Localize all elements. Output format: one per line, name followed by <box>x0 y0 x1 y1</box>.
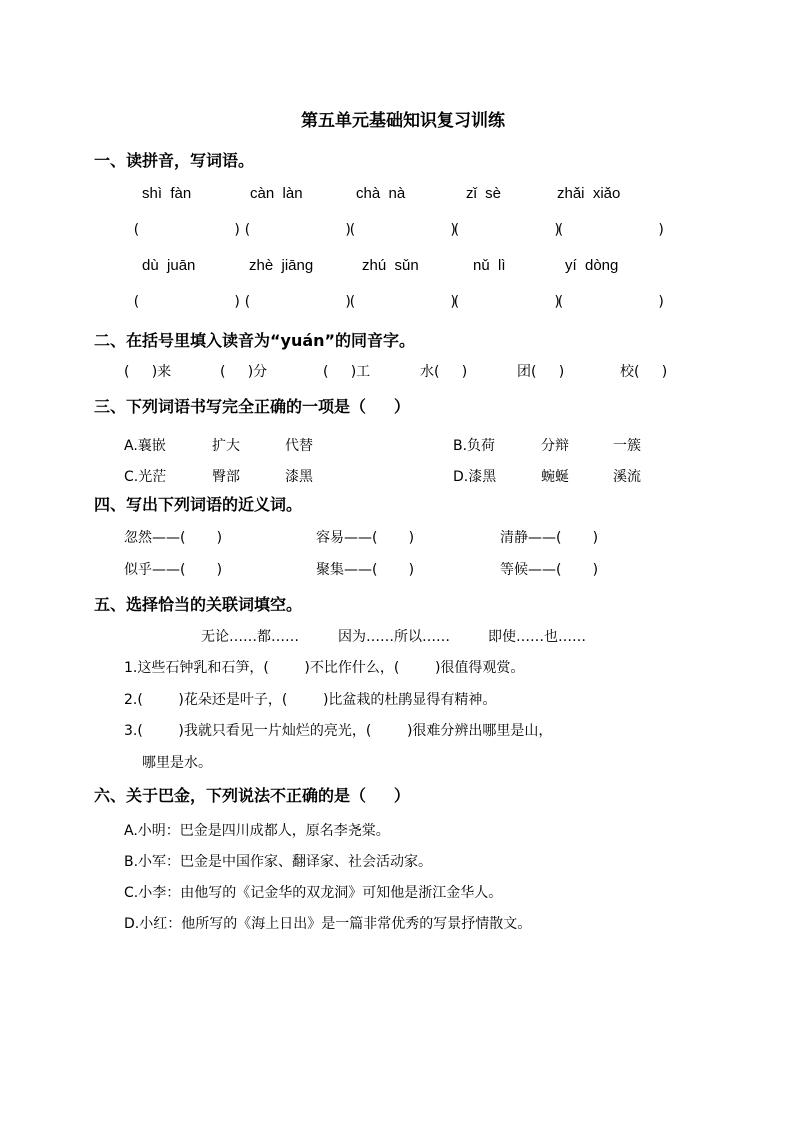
answer-blank[interactable]: ( ) <box>243 222 353 238</box>
pinyin: chà nà <box>356 185 406 202</box>
pinyin: yí dòng <box>565 257 619 274</box>
option-a[interactable]: A.小明：巴金是四川成都人，原名李尧棠。 <box>124 823 390 839</box>
q4-heading: 四、写出下列词语的近义词。 <box>94 495 303 514</box>
option-a-word: 扩大 <box>212 438 240 454</box>
pinyin: zhè jiāng <box>249 257 314 274</box>
synonym-item[interactable]: 等候——( ) <box>500 562 599 578</box>
answer-blank[interactable]: ( ) <box>243 294 353 310</box>
option-b[interactable]: B.负荷 <box>453 438 496 454</box>
answer-blank[interactable]: ( ) <box>348 222 458 238</box>
fill-item[interactable]: ( )工 <box>323 364 371 380</box>
answer-blank[interactable]: ( ) <box>556 294 666 310</box>
conjunction-option: 即使……也…… <box>488 629 586 645</box>
sentence-2[interactable]: 2.( )花朵还是叶子，( )比盆栽的杜鹃显得有精神。 <box>124 692 497 708</box>
pinyin: càn làn <box>250 185 303 202</box>
sentence-1[interactable]: 1.这些石钟乳和石笋，( )不比作什么，( )很值得观赏。 <box>124 660 525 676</box>
pinyin: zhǎi xiǎo <box>557 185 621 202</box>
option-d[interactable]: D.漆黑 <box>453 469 497 485</box>
answer-blank[interactable]: ( ) <box>452 222 562 238</box>
pinyin: shì fàn <box>142 185 192 202</box>
pinyin: zǐ sè <box>466 185 502 202</box>
option-b[interactable]: B.小军：巴金是中国作家、翻译家、社会活动家。 <box>124 854 433 870</box>
fill-item[interactable]: 团( ) <box>517 364 565 380</box>
q1-heading: 一、读拼音，写词语。 <box>94 151 255 170</box>
answer-blank[interactable]: ( ) <box>556 222 666 238</box>
option-b-word: 一簇 <box>613 438 641 454</box>
option-d[interactable]: D.小红：他所写的《海上日出》是一篇非常优秀的写景抒情散文。 <box>124 916 532 932</box>
sentence-3-continued: 哪里是水。 <box>142 755 212 771</box>
fill-item[interactable]: 校( ) <box>620 364 668 380</box>
synonym-item[interactable]: 清静——( ) <box>500 530 599 546</box>
option-a-word: 代替 <box>285 438 313 454</box>
conjunction-option: 因为……所以…… <box>338 629 450 645</box>
q3-heading: 三、下列词语书写完全正确的一项是（ ） <box>94 397 410 416</box>
option-c-word: 漆黑 <box>285 469 313 485</box>
pinyin: dù juān <box>142 257 196 274</box>
option-c[interactable]: C.光茫 <box>124 469 167 485</box>
pinyin: nǔ lì <box>473 257 506 274</box>
page-title: 第五单元基础知识复习训练 <box>301 111 505 131</box>
q6-heading: 六、关于巴金，下列说法不正确的是（ ） <box>94 786 410 805</box>
q5-heading: 五、选择恰当的关联词填空。 <box>94 595 303 614</box>
answer-blank[interactable]: ( ) <box>452 294 562 310</box>
option-d-word: 溪流 <box>613 469 641 485</box>
sentence-3[interactable]: 3.( )我就只看见一片灿烂的亮光，( )很难分辨出哪里是山， <box>124 723 553 739</box>
fill-item[interactable]: ( )来 <box>124 364 172 380</box>
synonym-item[interactable]: 容易——( ) <box>316 530 415 546</box>
synonym-item[interactable]: 忽然——( ) <box>124 530 223 546</box>
synonym-item[interactable]: 聚集——( ) <box>316 562 415 578</box>
answer-blank[interactable]: ( ) <box>132 294 242 310</box>
pinyin: zhú sǔn <box>362 257 419 274</box>
option-d-word: 蜿蜒 <box>541 469 569 485</box>
answer-blank[interactable]: ( ) <box>132 222 242 238</box>
option-a[interactable]: A.襄嵌 <box>124 438 166 454</box>
fill-item[interactable]: 水( ) <box>420 364 468 380</box>
q2-heading: 二、在括号里填入读音为“yuán”的同音字。 <box>94 331 416 350</box>
option-c-word: 臀部 <box>212 469 240 485</box>
conjunction-option: 无论……都…… <box>201 629 299 645</box>
option-c[interactable]: C.小李：由他写的《记金华的双龙洞》可知他是浙江金华人。 <box>124 885 503 901</box>
synonym-item[interactable]: 似乎——( ) <box>124 562 223 578</box>
fill-item[interactable]: ( )分 <box>220 364 268 380</box>
option-b-word: 分辩 <box>541 438 569 454</box>
answer-blank[interactable]: ( ) <box>348 294 458 310</box>
